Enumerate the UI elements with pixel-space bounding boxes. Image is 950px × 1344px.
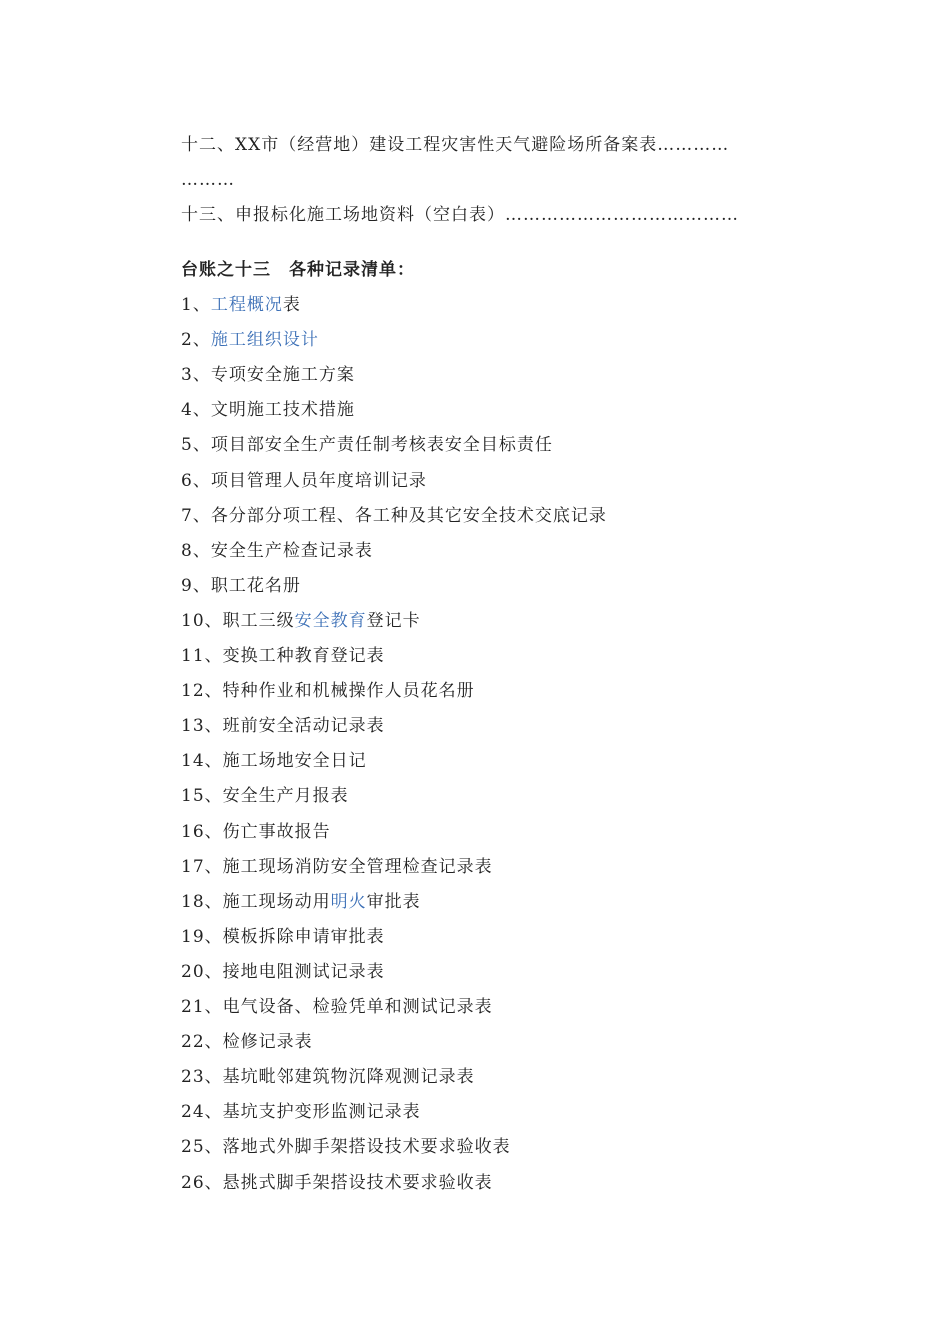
list-item-number: 26、 bbox=[181, 1173, 223, 1193]
list-item-text: 安全生产检查记录表 bbox=[210, 541, 373, 561]
list-item-text: 悬挑式脚手架搭设技术要求验收表 bbox=[222, 1173, 493, 1193]
list-item bbox=[181, 1031, 313, 1053]
list-item-number: 25、 bbox=[181, 1137, 223, 1157]
item-12-line-2: ……… bbox=[181, 170, 235, 190]
list-item bbox=[181, 470, 427, 492]
list-item bbox=[181, 785, 349, 807]
list-item bbox=[181, 329, 319, 351]
list-item-text: 职工三级 bbox=[222, 611, 295, 631]
list-item-text: 落地式外脚手架搭设技术要求验收表 bbox=[222, 1137, 511, 1157]
list-item-number: 16、 bbox=[181, 822, 223, 842]
list-item-text: 接地电阻测试记录表 bbox=[222, 962, 385, 982]
list-item-number: 5、 bbox=[181, 435, 211, 455]
list-item-number: 14、 bbox=[181, 751, 223, 771]
list-item-text: 专项安全施工方案 bbox=[210, 365, 355, 385]
list-item-text: 施工场地安全日记 bbox=[222, 751, 367, 771]
list-item-link[interactable]: 明火 bbox=[330, 892, 367, 912]
list-item-text: 模板拆除申请审批表 bbox=[222, 927, 385, 947]
list-item-text: 项目管理人员年度培训记录 bbox=[210, 471, 427, 491]
list-item-number: 23、 bbox=[181, 1067, 223, 1087]
list-item-text: 各分部分项工程、各工种及其它安全技术交底记录 bbox=[210, 506, 607, 526]
list-item-text: 施工现场消防安全管理检查记录表 bbox=[222, 857, 493, 877]
list-item bbox=[181, 1172, 493, 1194]
list-item-number: 18、 bbox=[181, 892, 223, 912]
list-item-number: 22、 bbox=[181, 1032, 223, 1052]
list-item-number: 15、 bbox=[181, 786, 223, 806]
list-item-number: 21、 bbox=[181, 997, 223, 1017]
list-item bbox=[181, 996, 493, 1018]
list-item-number: 9、 bbox=[181, 576, 211, 596]
list-item bbox=[181, 364, 355, 386]
list-item-text: 项目部安全生产责任制考核表安全目标责任 bbox=[210, 435, 553, 455]
list-item-text: 文明施工技术措施 bbox=[210, 400, 355, 420]
list-item-text: 职工花名册 bbox=[210, 576, 301, 596]
list-item-text: 基坑支护变形监测记录表 bbox=[222, 1102, 421, 1122]
list-item-number: 4、 bbox=[181, 400, 211, 420]
list-item-text: 电气设备、检验凭单和测试记录表 bbox=[222, 997, 493, 1017]
list-item-text: 施工现场动用 bbox=[222, 892, 331, 912]
list-item bbox=[181, 399, 355, 421]
list-item-number: 17、 bbox=[181, 857, 223, 877]
list-item-number: 10、 bbox=[181, 611, 223, 631]
list-item bbox=[181, 1101, 421, 1123]
list-item-suffix: 表 bbox=[282, 295, 301, 315]
list-item bbox=[181, 610, 421, 632]
list-item-text: 基坑毗邻建筑物沉降观测记录表 bbox=[222, 1067, 475, 1087]
list-item-number: 19、 bbox=[181, 927, 223, 947]
list-item-number: 2、 bbox=[181, 330, 211, 350]
list-item bbox=[181, 856, 493, 878]
list-item-number: 20、 bbox=[181, 962, 223, 982]
list-item-number: 1、 bbox=[181, 295, 211, 315]
list-item bbox=[181, 680, 475, 702]
list-item-link[interactable]: 施工组织设计 bbox=[210, 330, 319, 350]
list-item-text: 班前安全活动记录表 bbox=[222, 716, 385, 736]
list-item-suffix: 登记卡 bbox=[366, 611, 421, 631]
list-item bbox=[181, 1066, 475, 1088]
list-item bbox=[181, 575, 301, 597]
list-item bbox=[181, 926, 385, 948]
item-13: 十三、申报标化施工场地资料（空白表）………………………………… bbox=[181, 205, 739, 225]
list-item-text: 变换工种教育登记表 bbox=[222, 646, 385, 666]
list-item-text: 检修记录表 bbox=[222, 1032, 313, 1052]
list-item-link[interactable]: 安全教育 bbox=[294, 611, 367, 631]
list-item bbox=[181, 821, 331, 843]
list-item-number: 7、 bbox=[181, 506, 211, 526]
list-item-link[interactable]: 工程概况 bbox=[210, 295, 283, 315]
list-item-suffix: 审批表 bbox=[366, 892, 421, 912]
list-item-number: 8、 bbox=[181, 541, 211, 561]
list-item-number: 13、 bbox=[181, 716, 223, 736]
list-item bbox=[181, 891, 421, 913]
list-item-text: 安全生产月报表 bbox=[222, 786, 349, 806]
section-heading: 台账之十三 各种记录清单： bbox=[181, 260, 415, 280]
list-item-text: 特种作业和机械操作人员花名册 bbox=[222, 681, 475, 701]
list-item-number: 12、 bbox=[181, 681, 223, 701]
list-item bbox=[181, 505, 607, 527]
list-item bbox=[181, 961, 385, 983]
list-item-number: 24、 bbox=[181, 1102, 223, 1122]
list-item bbox=[181, 540, 373, 562]
list-item-number: 3、 bbox=[181, 365, 211, 385]
item-12-line-1: 十二、XX市（经营地）建设工程灾害性天气避险场所备案表………… bbox=[181, 135, 730, 155]
list-item bbox=[181, 645, 385, 667]
list-item bbox=[181, 434, 553, 456]
list-item bbox=[181, 715, 385, 737]
list-item bbox=[181, 750, 367, 772]
list-item-number: 11、 bbox=[181, 646, 223, 666]
list-item bbox=[181, 1136, 511, 1158]
list-item-text: 伤亡事故报告 bbox=[222, 822, 331, 842]
list-item-number: 6、 bbox=[181, 471, 211, 491]
list-item bbox=[181, 294, 301, 316]
